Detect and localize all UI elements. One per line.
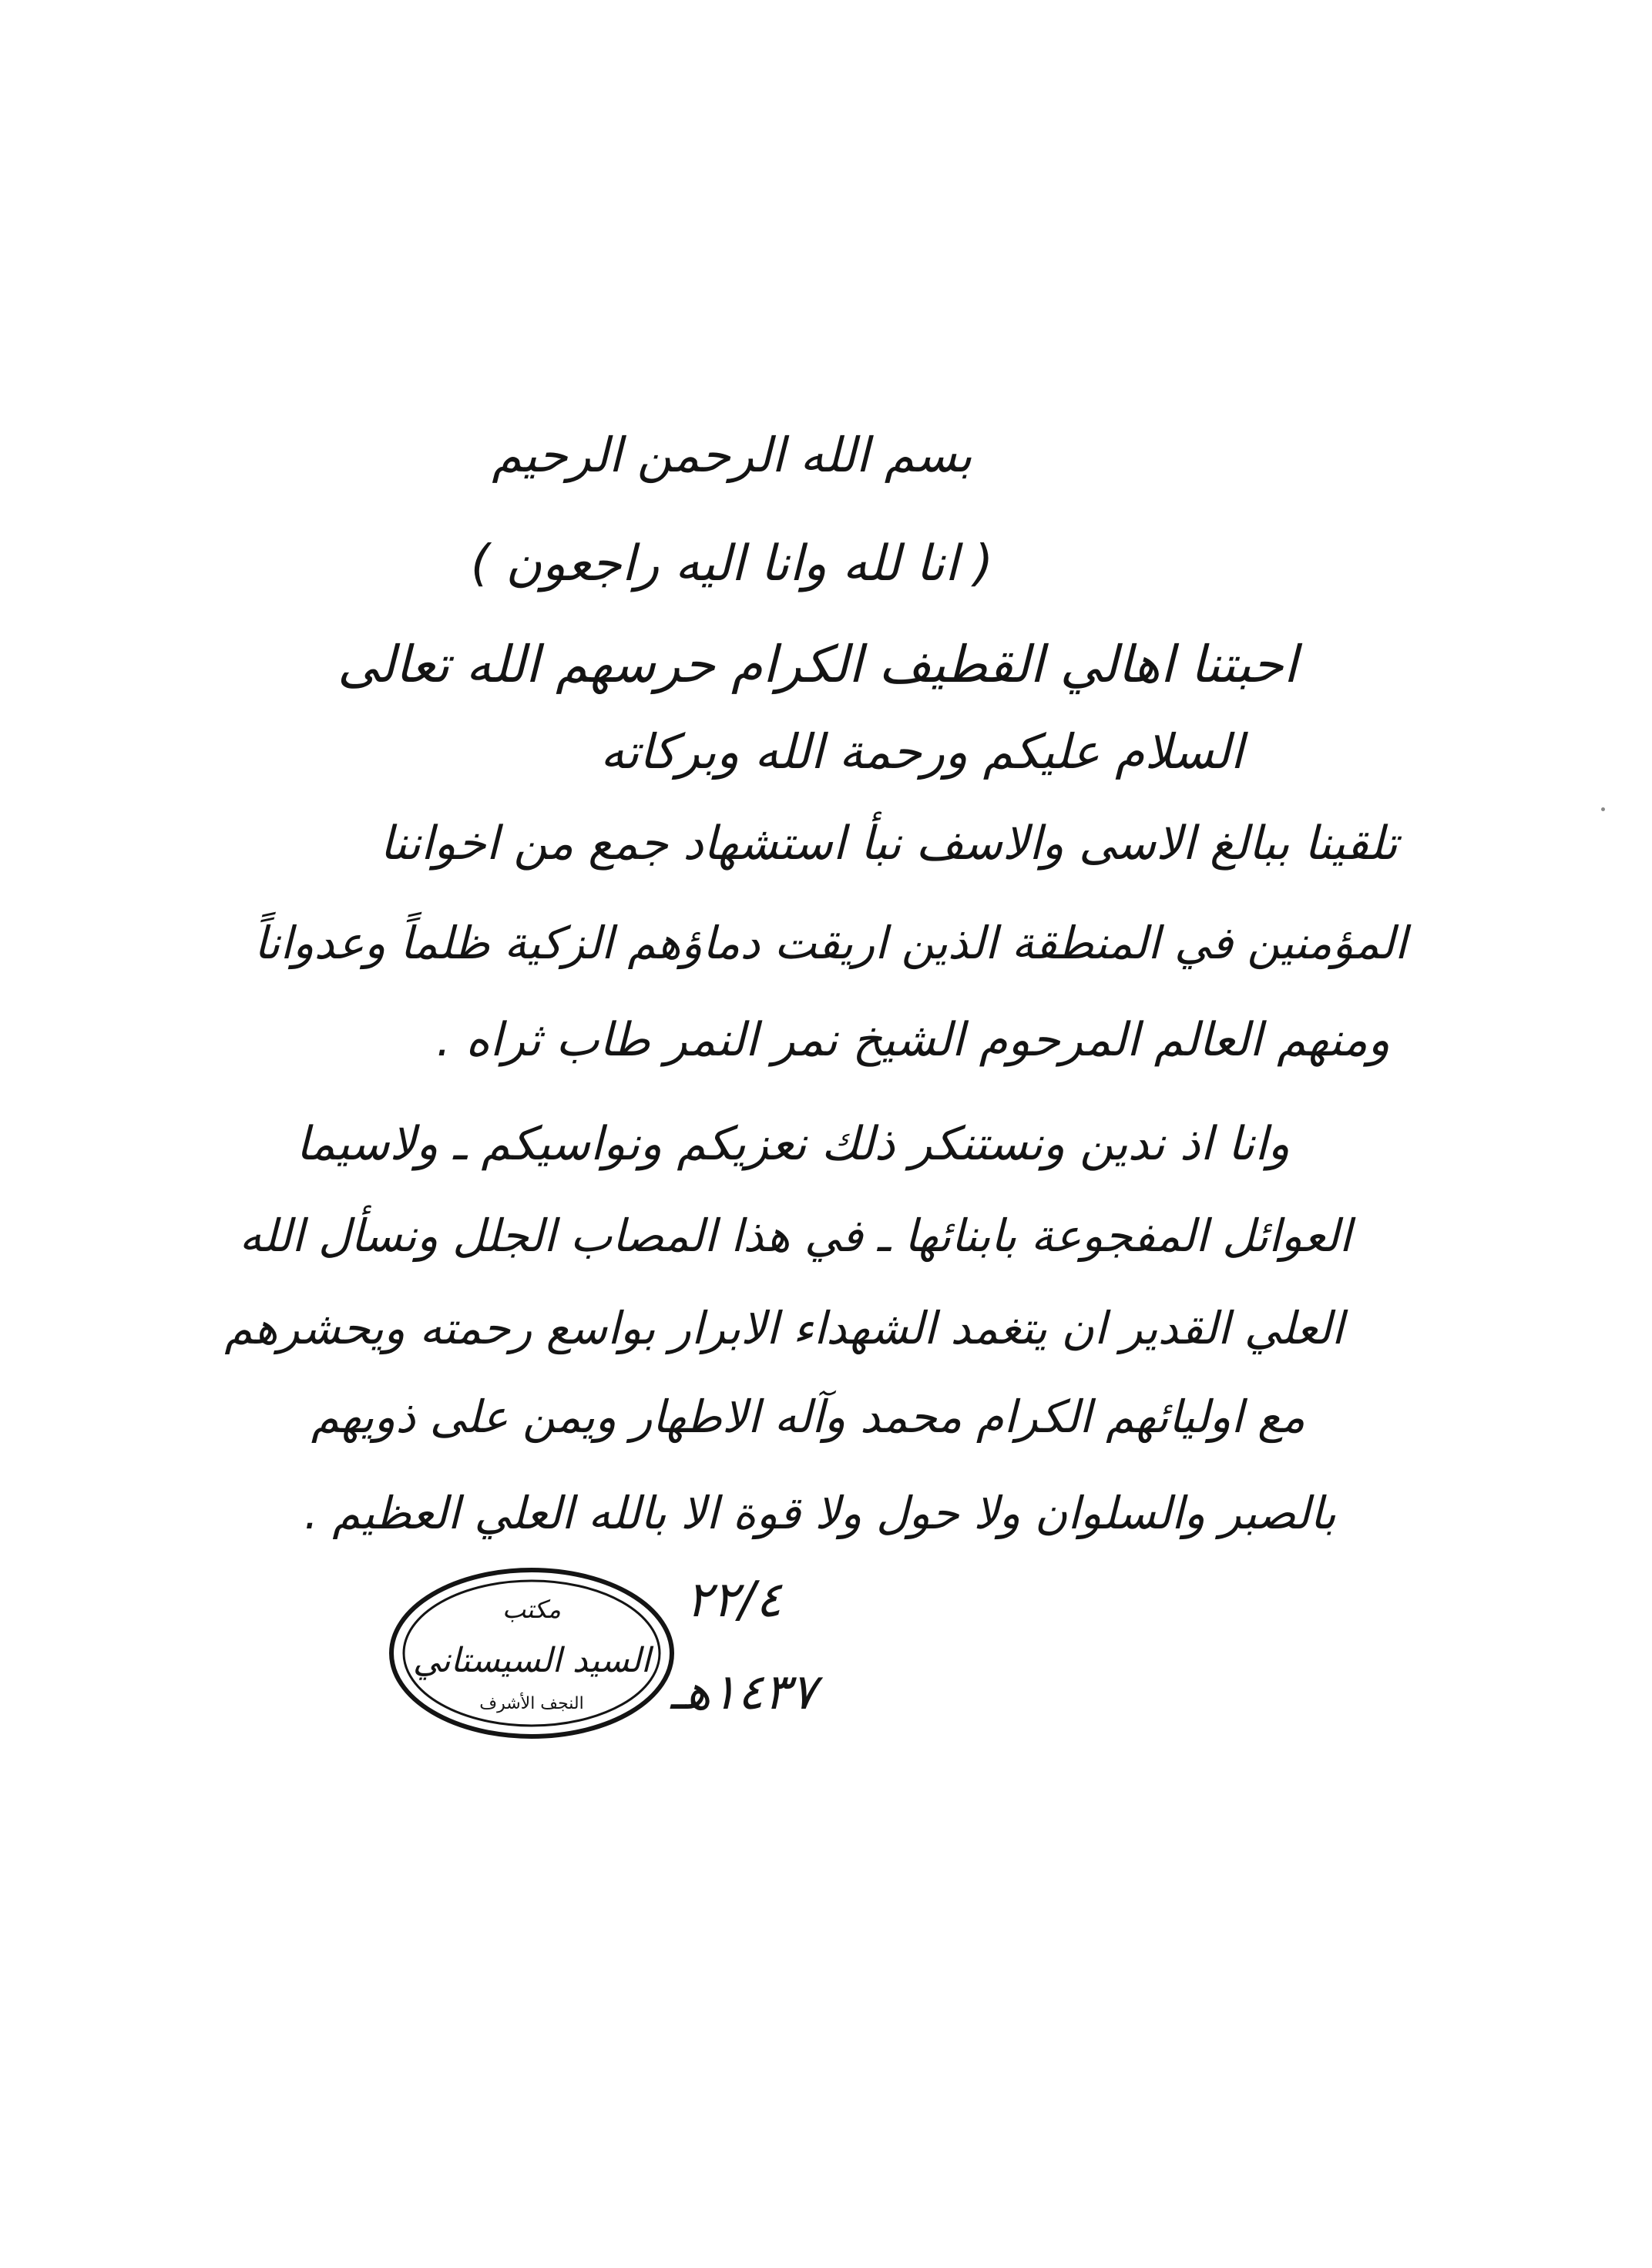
body-line: العلي القدير ان يتغمد الشهداء الابرار بواسع رحمته ويحشرهم	[224, 1302, 1344, 1354]
basmala: بسم الله الرحمن الرحيم	[492, 427, 972, 483]
body-line: العوائل المفجوعة بابنائها ـ في هذا المصاب الجلل ونسأل الله	[239, 1209, 1351, 1262]
seal-bottom-text: النجف الأشرف	[479, 1694, 584, 1713]
salutation: احبتنا اهالي القطيف الكرام حرسهم الله تعالى	[337, 635, 1298, 694]
office-seal	[385, 1564, 678, 1743]
date-day-month: ٢٢/٤	[686, 1572, 782, 1629]
body-line: تلقينا ببالغ الاسى والاسف نبأ استشهاد جمع من اخواننا	[379, 817, 1398, 871]
body-line: وانا اذ ندين ونستنكر ذلك نعزيكم ونواسيكم ـ ولاسيما	[296, 1117, 1290, 1171]
body-line: بالصبر والسلوان ولا حول ولا قوة الا بالله العلي العظيم .	[304, 1487, 1336, 1539]
body-line: المؤمنين في المنطقة الذين اريقت دماؤهم الزكية ظلماً وعدواناً	[254, 917, 1407, 969]
date-year: ١٤٣٧هـ	[670, 1664, 817, 1721]
body-line: مع اوليائهم الكرام محمد وآله الاطهار ويمن على ذويهم	[311, 1391, 1305, 1443]
greeting: السلام عليكم ورحمة الله وبركاته	[600, 723, 1244, 780]
quran-verse: ( انا لله وانا اليه راجعون )	[470, 535, 994, 592]
seal-top-text: مكتب	[502, 1595, 561, 1624]
paper-speck	[1601, 807, 1605, 811]
seal-middle-text: السيد السيستاني	[412, 1641, 651, 1680]
body-line: ومنهم العالم المرحوم الشيخ نمر النمر طاب ثراه .	[436, 1013, 1390, 1067]
